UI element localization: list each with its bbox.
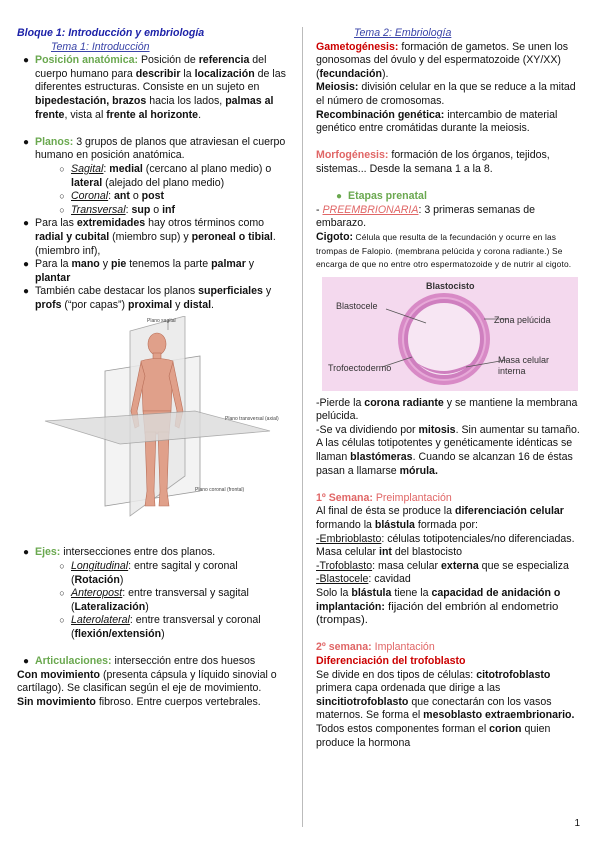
column-divider <box>302 27 303 827</box>
semana-2: 2º semana: Implantación <box>316 641 435 654</box>
gametogenesis: Gametogénesis: formación de gametos. Se unen los gonosomas del óvulo y del espermatozoide (XY/XX) (fecundación). <box>316 40 569 80</box>
right-column <box>316 27 584 750</box>
mitosis: -Se va dividiendo por mitosis. Sin aumentar su tamaño. A las células totipotentes y genéticamente idénticas se llaman blastómeras. Cuando se alcanzan 16 de éstas pasan a llamarse mórula. <box>316 423 580 477</box>
bullet-posicion-anatomica: ● Posición anatómica: Posición de referencia del cuerpo humano para describir la localización de las diferentes estructuras. Consiste en un sujeto en bipedestación, brazos hacia los lados, palmas al frente, vista al frente al horizonte. <box>17 54 287 122</box>
label-masa-celular: Masa celular <box>498 354 550 365</box>
label-blastocele: Blastocele <box>336 300 378 311</box>
bullet-extremidades: ● Para las extremidades hay otros términos como radial y cubital (miembro sup) y peroneal o tibial. (miembro inf), <box>22 217 276 257</box>
eje-longitudinal: ○ Longitudinal: entre sagital y coronal (Rotación) <box>59 560 238 586</box>
bullet-articulaciones: ● Articulaciones: intersección entre dos huesos <box>22 655 256 668</box>
trofoblasto: -Trofoblasto: masa celular externa que se especializa <box>316 559 569 572</box>
sub-coronal: ○ Coronal: ant o post <box>59 190 165 203</box>
label-interna: interna <box>498 365 526 376</box>
embrioblasto: -Embrioblasto: células totipotenciales/no diferenciadas. Masa celular int del blastocisto <box>316 532 575 559</box>
block-title: Bloque 1: Introducción y embriología <box>17 27 205 39</box>
blastocyst-figure <box>316 275 584 393</box>
topic-2-title: Tema 2: Embriología <box>354 27 452 39</box>
label-sagital: Plano sagital <box>147 318 176 325</box>
label-coronal: Plano coronal (frontal) <box>195 487 245 494</box>
label-transversal: Plano transversal (axial) <box>225 416 279 423</box>
bullet-dot: ● <box>22 55 30 67</box>
bullet-dot: ● <box>22 136 30 148</box>
sin-movimiento: Sin movimiento fibroso. Entre cuerpos vertebrales. <box>17 696 261 708</box>
morfogenesis: Morfogénesis: formación de los órganos, tejidos, sistemas... Desde la semana 1 a la 8. <box>316 149 550 175</box>
diferenciacion-celular: Al final de ésta se produce la diferenciación celular formando la blástula formada por: <box>316 505 564 532</box>
eje-laterolateral: ○ Laterolateral: entre transversal y coronal (flexión/extensión) <box>59 614 261 641</box>
bullet-planos: ● Planos: 3 grupos de planos que atraviesan el cuerpo humano en posición anatómica. <box>17 136 287 163</box>
bullet-superficiales: ● También cabe destacar los planos superficiales y profs (“por capas”) proximal y distal. <box>22 285 272 311</box>
citotrofoblasto: Se divide en dos tipos de células: citotrofoblasto primera capa ordenada que dirige a las sincitiotrofoblasto que conectarán con los vasos maternos. Se forma el mesoblasto extraembrionario. Todos estos componentes forman el corion quien produce la hormona <box>316 668 575 749</box>
blastocele: -Blastocele: cavidad <box>316 573 411 586</box>
preembrionaria: - PREEMBRIONARIA: 3 primeras semanas de embarazo. <box>316 203 536 230</box>
bullet-mano-pie: ● Para la mano y pie tenemos la parte palmar y plantar <box>22 258 255 284</box>
cigoto: Cigoto: Célula que resulta de la fecundación y ocurre en las trompas de Falopio. (membrana pelúcida y corona radiante.) Se encarga de que no entre otro espermatozoide y de nutrir al cigoto. <box>316 230 572 270</box>
pierde-corona: -Pierde la corona radiante y se mantiene la membrana pelúcida. <box>316 396 578 423</box>
topic-1-title: Tema 1: Introducción <box>51 40 150 53</box>
etapas-prenatal: ● Etapas prenatal <box>335 190 427 203</box>
con-movimiento: Con movimiento (presenta cápsula y líquido sinovial o cartílago). Se clasifican según el eje de movimiento. <box>17 668 277 695</box>
label-zona-pelucida: Zona pelúcida <box>494 314 551 325</box>
eje-anteropost: ○ Anteropost: entre transversal y sagital (Lateralización) <box>59 587 249 613</box>
anatomical-planes-figure <box>35 316 285 546</box>
label-trofoectodermo: Trofoectodermo <box>328 362 392 373</box>
left-column <box>17 27 287 710</box>
anidacion: Solo la blástula tiene la capacidad de anidación o implantación: fijación del embrión al endometrio (trompas). <box>316 587 561 627</box>
blastocyst-title: Blastocisto <box>426 280 475 291</box>
sub-transversal: ○ Transversal: sup o inf <box>59 203 176 216</box>
meiosis: Meiosis: división celular en la que se reduce a la mitad el número de cromosomas. <box>316 81 576 107</box>
trofoectodermo-ring <box>406 301 482 377</box>
semana-1: 1º Semana: Preimplantación <box>316 491 452 504</box>
diferenciacion-trofoblasto: Diferenciación del trofoblasto <box>316 654 466 667</box>
sub-sagital: ○ Sagital: medial (cercano al plano medio) o lateral (alejado del plano medio) <box>59 162 272 189</box>
bullet-ejes: ● Ejes: intersecciones entre dos planos. <box>22 546 216 559</box>
recombinacion: Recombinación genética: intercambio de material genético entre cromátidas durante la meiosis. <box>316 108 558 135</box>
page-number: 1 <box>574 818 580 830</box>
